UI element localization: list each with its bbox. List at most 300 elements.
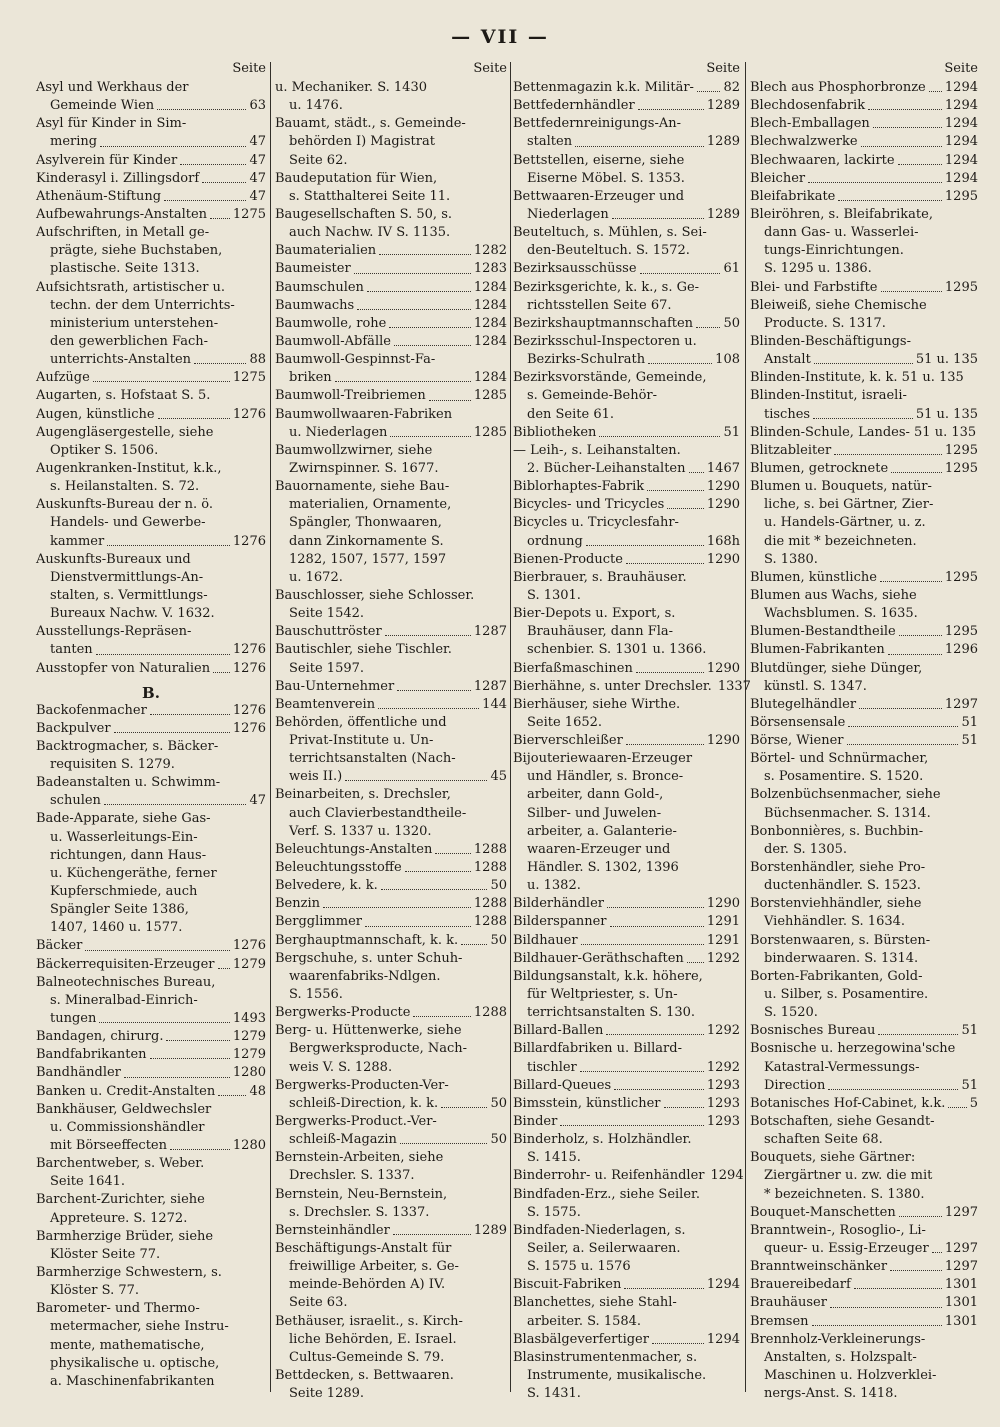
entry-text: Auskunfts-Bureau der n. ö. <box>36 497 213 513</box>
page-ref: 1293 <box>706 1077 740 1093</box>
entry-text: S. 1520. <box>764 1005 818 1021</box>
index-entry <box>275 1004 507 1022</box>
entry-line <box>513 932 740 950</box>
dot-leader <box>560 1113 704 1126</box>
entry-text: Barchentweber, s. Weber. <box>36 1156 205 1172</box>
entry-text: stalten <box>527 134 573 150</box>
entry-line <box>513 1149 740 1167</box>
entry-line <box>36 97 266 115</box>
entry-text: Bauschlosser, siehe Schlosser. <box>275 587 475 603</box>
entry-line <box>275 623 507 641</box>
dot-leader <box>104 792 247 805</box>
page-ref: 48 <box>249 1083 266 1099</box>
entry-text: Zwirnspinner. S. 1677. <box>289 460 439 476</box>
index-entry <box>750 569 978 587</box>
page-ref: 1301 <box>944 1313 978 1329</box>
index-entry <box>36 774 266 810</box>
entry-line <box>750 242 978 260</box>
entry-text: Bleicher <box>750 170 806 186</box>
entry-line <box>513 115 740 133</box>
entry-line <box>750 1113 978 1131</box>
dot-leader <box>624 1276 704 1289</box>
entry-line <box>275 369 507 387</box>
entry-line <box>513 551 740 569</box>
entry-line <box>36 569 266 587</box>
entry-line <box>275 950 507 968</box>
index-entry <box>513 1113 740 1131</box>
entry-line <box>513 206 740 224</box>
entry-text: requisiten S. 1279. <box>50 757 175 773</box>
page-ref: 1276 <box>232 642 266 658</box>
entry-text: Spängler Seite 1386, <box>50 902 189 918</box>
entry-text: Blechwaaren, lackirte <box>750 152 895 168</box>
entry-line <box>36 992 266 1010</box>
index-entry <box>513 424 740 442</box>
page-ref: 1276 <box>232 660 266 676</box>
page-ref: 47 <box>249 152 266 168</box>
entry-text: Baugesellschaften S. 50, s. <box>275 206 452 222</box>
entry-line <box>513 133 740 151</box>
page-ref: 1276 <box>232 406 266 422</box>
entry-text: nergs-Anst. S. 1418. <box>764 1386 898 1402</box>
index-entry <box>513 1167 744 1185</box>
entry-line <box>513 587 740 605</box>
page-ref: 1294 <box>944 80 978 95</box>
dot-leader <box>873 115 942 128</box>
index-entry <box>750 115 978 133</box>
entry-line <box>275 877 507 895</box>
index-entry <box>750 1113 978 1149</box>
index-entry <box>275 79 507 115</box>
entry-text: Handels- und Gewerbe- <box>50 515 206 531</box>
entry-line <box>750 641 978 659</box>
entry-text: Berghauptmannschaft, k. k. <box>275 932 459 948</box>
entry-text: Blutegelhändler <box>750 696 857 712</box>
entry-line <box>36 1264 266 1282</box>
entry-text: Blinden-Institut, israeli- <box>750 388 907 404</box>
entry-text: binderwaaren. S. 1314. <box>764 950 919 966</box>
entry-line <box>36 1355 266 1373</box>
dot-leader <box>888 641 942 654</box>
index-entry <box>36 956 266 974</box>
entry-text: künstl. S. 1347. <box>764 678 867 694</box>
entry-line <box>513 224 740 242</box>
entry-line <box>36 937 266 955</box>
index-entry <box>36 1228 266 1264</box>
index-entry <box>275 406 507 442</box>
entry-line <box>750 1276 978 1294</box>
page-ref: 1284 <box>473 315 507 331</box>
index-column-2 <box>275 60 507 1403</box>
index-entry <box>36 660 266 678</box>
entry-line <box>513 1258 740 1276</box>
entry-line <box>513 823 740 841</box>
index-entry <box>750 1313 978 1331</box>
page-ref: 1301 <box>944 1277 978 1293</box>
dot-leader <box>610 913 704 926</box>
entry-line <box>750 224 978 242</box>
entry-text: physikalische u. optische, <box>50 1355 220 1371</box>
index-entry <box>275 1077 507 1113</box>
entry-line <box>275 750 507 768</box>
entry-line <box>750 279 978 297</box>
entry-text: Augengläsergestelle, siehe <box>36 424 214 440</box>
dot-leader <box>85 937 230 950</box>
entry-line <box>275 569 507 587</box>
page-ref: 1287 <box>473 624 507 640</box>
entry-text: Klöster S. 77. <box>50 1283 140 1299</box>
page-ref: 1467 <box>706 460 740 476</box>
entry-line <box>513 1095 740 1113</box>
entry-line <box>275 786 507 804</box>
entry-text: 1282, 1507, 1577, 1597 <box>289 551 447 567</box>
index-entry <box>513 1095 740 1113</box>
entry-text: Brennholz-Verkleinerungs- <box>750 1331 926 1347</box>
entry-text: 1407, 1460 u. 1577. <box>50 920 183 936</box>
entry-text: Börse, Wiener <box>750 733 844 749</box>
index-entry <box>36 738 266 774</box>
entry-line <box>36 738 266 756</box>
entry-text: liche Behörden, E. Israel. <box>289 1331 457 1347</box>
index-entry <box>513 950 740 968</box>
page-ref: 1289 <box>706 98 740 114</box>
index-entry <box>513 1186 740 1222</box>
entry-text: schaften Seite 68. <box>764 1132 883 1148</box>
page-ref: 1293 <box>706 1095 740 1111</box>
page-ref: 1290 <box>706 551 740 567</box>
page-ref: 1296 <box>944 642 978 658</box>
index-entry <box>750 297 978 333</box>
page-ref: 1290 <box>706 479 740 495</box>
index-entry <box>750 786 978 822</box>
entry-text: Bettenmagazin k.k. Militär- <box>513 80 694 95</box>
index-entry <box>750 732 978 750</box>
index-entry <box>275 696 507 714</box>
entry-line <box>36 792 266 810</box>
entry-line <box>750 913 978 931</box>
entry-text: Seite 1641. <box>50 1174 126 1190</box>
entry-line <box>750 1258 978 1276</box>
index-entry <box>750 206 978 279</box>
index-entry <box>750 1022 978 1040</box>
index-entry <box>275 714 507 787</box>
entry-line <box>275 260 507 278</box>
index-entry <box>750 170 978 188</box>
index-entry <box>36 1083 266 1101</box>
entry-text: ordnung <box>527 533 583 549</box>
page-ref: 1289 <box>706 134 740 150</box>
entry-line <box>750 1313 978 1331</box>
page-ref: 82 <box>723 80 740 95</box>
page-ref: 108 <box>715 352 740 368</box>
dot-leader <box>429 387 471 400</box>
entry-text: techn. der dem Unterrichts- <box>50 297 235 313</box>
entry-text: Bezirks-Schulrath <box>527 352 646 368</box>
index-entry <box>750 750 978 786</box>
entry-text: s. Gemeinde-Behör- <box>527 388 658 404</box>
entry-line <box>36 478 266 496</box>
entry-text: Backofenmacher <box>36 702 147 718</box>
entry-line <box>275 297 507 315</box>
dot-leader <box>124 1064 230 1077</box>
index-entry <box>750 696 978 714</box>
entry-text: Baudeputation für Wien, <box>275 170 438 186</box>
entry-text: Blumen aus Wachs, siehe <box>750 587 917 603</box>
index-entry <box>513 224 740 260</box>
page-ref: 1276 <box>232 702 266 718</box>
index-entry <box>513 678 751 696</box>
entry-line <box>513 968 740 986</box>
entry-line <box>36 1010 266 1028</box>
index-entry <box>513 1294 740 1330</box>
page-ref: 1280 <box>232 1065 266 1081</box>
entry-text: Asylverein für Kinder <box>36 152 178 168</box>
entry-text: Blanchettes, siehe Stahl- <box>513 1295 677 1311</box>
entry-line <box>275 496 507 514</box>
entry-text: * bezeichneten. S. 1380. <box>764 1186 925 1202</box>
index-entry <box>750 188 978 206</box>
page-ref: 61 <box>723 261 740 277</box>
page-ref: 1295 <box>944 624 978 640</box>
entry-line <box>513 605 740 623</box>
entry-line <box>36 901 266 919</box>
entry-text: — Leih-, s. Leihanstalten. <box>513 442 681 458</box>
dot-leader <box>345 768 487 781</box>
index-entry <box>513 551 740 569</box>
dot-leader <box>389 315 471 328</box>
entry-line <box>513 660 740 678</box>
index-entry <box>750 1040 978 1094</box>
page-ref: 1291 <box>706 914 740 930</box>
entry-line <box>513 750 740 768</box>
entry-line <box>275 279 507 297</box>
entry-line <box>275 1313 507 1331</box>
dot-leader <box>158 406 230 419</box>
entry-line <box>275 460 507 478</box>
entry-text: Bettstellen, eiserne, siehe <box>513 152 685 168</box>
entry-text: Bonbonnières, s. Buchbin- <box>750 823 924 839</box>
dot-leader <box>365 913 471 926</box>
entry-text: s. Statthalterei Seite 11. <box>289 188 451 204</box>
entry-text: Bleiröhren, s. Bleifabrikate, <box>750 206 933 222</box>
page-ref: 51 <box>723 424 740 440</box>
entry-text: Wachsblumen. S. 1635. <box>764 606 918 622</box>
entry-text: S. 1415. <box>527 1150 581 1166</box>
entry-line <box>275 1167 507 1185</box>
entry-text: Händler. S. 1302, 1396 <box>527 860 679 876</box>
dot-leader <box>859 696 942 709</box>
page-ref: 88 <box>249 352 266 368</box>
index-entry <box>750 1276 978 1294</box>
entry-line <box>275 913 507 931</box>
entry-text: Branntweinschänker <box>750 1259 888 1275</box>
entry-text: Bernsteinhändler <box>275 1222 390 1238</box>
dot-leader <box>580 1059 704 1072</box>
entry-text: Seiler, a. Seilerwaaren. <box>527 1241 681 1256</box>
entry-line <box>36 1028 266 1046</box>
dot-leader <box>606 1022 704 1035</box>
dot-leader <box>868 97 942 110</box>
entry-text: unterrichts-Anstalten <box>50 352 192 368</box>
entry-line <box>750 660 978 678</box>
index-entry <box>513 478 740 496</box>
seite-header: Seite <box>473 61 507 76</box>
page-ref: 1295 <box>944 279 978 295</box>
entry-line <box>513 1186 740 1204</box>
entry-line <box>275 1004 507 1022</box>
entry-text: Blinden-Schule, Landes- 51 u. 135 <box>750 424 977 440</box>
entry-text: Ziergärtner u. zw. die mit <box>764 1168 933 1184</box>
entry-text: Bau-Unternehmer <box>275 678 395 694</box>
entry-text: Bandfabrikanten <box>36 1047 147 1063</box>
entry-text: mering <box>50 134 98 150</box>
entry-line <box>513 986 740 1004</box>
entry-line <box>275 1385 507 1403</box>
entry-text: Brauereibedarf <box>750 1277 851 1293</box>
entry-line <box>36 1210 266 1228</box>
page-ref: 50 <box>723 315 740 331</box>
entry-line <box>275 170 507 188</box>
entry-text: den gewerblichen Fach- <box>50 333 208 349</box>
entry-text: u. Mechaniker. S. 1430 <box>275 80 427 95</box>
entry-line <box>750 297 978 315</box>
entry-line <box>36 387 266 405</box>
entry-line <box>513 1276 740 1294</box>
entry-text: arbeiter, dann Gold-, <box>527 787 664 803</box>
index-entry <box>750 1258 978 1276</box>
index-entry <box>513 1276 740 1294</box>
entry-line <box>36 315 266 333</box>
entry-line <box>750 678 978 696</box>
entry-text: s. Drechsler. S. 1337. <box>289 1204 430 1220</box>
entry-line <box>750 823 978 841</box>
entry-line <box>275 442 507 460</box>
entry-line <box>513 152 740 170</box>
entry-line <box>275 932 507 950</box>
entry-text: Bettwaaren-Erzeuger und <box>513 188 685 204</box>
entry-text: Banken u. Credit-Anstalten <box>36 1083 216 1099</box>
seite-header: Seite <box>232 61 266 76</box>
index-entry <box>36 1264 266 1300</box>
entry-text: Billard-Queues <box>513 1077 612 1093</box>
index-entry <box>750 1294 978 1312</box>
entry-line <box>750 768 978 786</box>
page-ref: 1294 <box>706 1331 740 1347</box>
dot-leader <box>218 956 230 969</box>
page-ref: 1297 <box>944 1204 978 1220</box>
entry-line <box>36 1246 266 1264</box>
index-entry <box>275 170 507 206</box>
entry-text: den Seite 61. <box>527 406 615 422</box>
page-ref: 51 <box>961 733 978 749</box>
entry-text: plastische. Seite 1313. <box>50 261 200 277</box>
page-ref: 1295 <box>944 460 978 476</box>
index-entry <box>275 333 507 351</box>
page-ref: 1291 <box>706 932 740 948</box>
entry-text: ministerium unterstehen- <box>50 315 219 331</box>
dot-leader <box>878 1022 958 1035</box>
entry-line <box>513 1113 740 1131</box>
entry-text: Bäckerrequisiten-Erzeuger <box>36 956 215 972</box>
index-entry <box>275 1186 507 1222</box>
index-entry <box>275 623 507 641</box>
page-ref: 51 u. 135 <box>915 352 978 368</box>
page-ref: 51 u. 135 <box>915 406 978 422</box>
entry-line <box>513 732 740 750</box>
index-entry <box>513 260 740 278</box>
page-ref: 1288 <box>473 1005 507 1021</box>
entry-line <box>513 478 740 496</box>
page-ref: 1290 <box>706 733 740 749</box>
entry-line <box>513 768 740 786</box>
index-entry <box>513 369 740 423</box>
entry-line <box>750 1186 978 1204</box>
page-ref: 45 <box>490 769 507 785</box>
entry-line <box>275 188 507 206</box>
dot-leader <box>166 1028 229 1041</box>
index-entry <box>36 1046 266 1064</box>
entry-line <box>36 660 266 678</box>
entry-text: Klöster Seite 77. <box>50 1246 161 1262</box>
index-entry <box>513 696 740 732</box>
entry-line <box>36 551 266 569</box>
entry-text: Blumen u. Bouquets, natür- <box>750 479 932 495</box>
entry-text: Blei- und Farbstifte <box>750 279 878 295</box>
entry-text: Beleuchtungs-Anstalten <box>275 841 433 857</box>
entry-text: Bleiweiß, siehe Chemische <box>750 297 927 313</box>
entry-line <box>513 369 740 387</box>
entry-line <box>36 133 266 151</box>
entry-text: Blech-Emballagen <box>750 116 870 132</box>
entry-line <box>750 533 978 551</box>
page-ref: 1284 <box>473 279 507 295</box>
index-entry <box>36 188 266 206</box>
entry-text: Katastral-Vermessungs- <box>764 1059 920 1075</box>
dot-leader <box>626 551 704 564</box>
index-entry <box>275 950 507 1004</box>
entry-line <box>275 424 507 442</box>
entry-text: Bade-Apparate, siehe Gas- <box>36 811 211 827</box>
index-entry <box>750 79 978 97</box>
entry-text: Aufsichtsrath, artistischer u. <box>36 279 226 295</box>
index-column-4 <box>750 60 978 1403</box>
dot-leader <box>150 1046 230 1059</box>
entry-text: Asyl und Werkhaus der <box>36 80 189 95</box>
entry-text: Blasinstrumentenmacher, s. <box>513 1349 698 1365</box>
index-entry <box>36 79 266 115</box>
entry-line <box>513 424 740 442</box>
page-ref: 1294 <box>944 98 978 114</box>
entry-line <box>275 1367 507 1385</box>
entry-text: Augarten, s. Hofstaat S. 5. <box>36 388 211 404</box>
entry-line <box>513 950 740 968</box>
entry-line <box>36 974 266 992</box>
entry-text: Anstalten, s. Holzspalt- <box>764 1349 917 1365</box>
entry-line <box>513 841 740 859</box>
entry-text: Backpulver <box>36 720 111 736</box>
entry-line <box>36 1083 266 1101</box>
entry-text: behörden I) Magistrat <box>289 134 435 150</box>
entry-line <box>275 732 507 750</box>
index-entry <box>275 315 507 333</box>
entry-text: Beschäftigungs-Anstalt für <box>275 1241 452 1256</box>
entry-line <box>36 115 266 133</box>
entry-line <box>513 786 740 804</box>
entry-line <box>36 206 266 224</box>
entry-line <box>750 1149 978 1167</box>
page-ref: 1292 <box>706 950 740 966</box>
entry-text: u. Handels-Gärtner, u. z. <box>764 515 926 531</box>
